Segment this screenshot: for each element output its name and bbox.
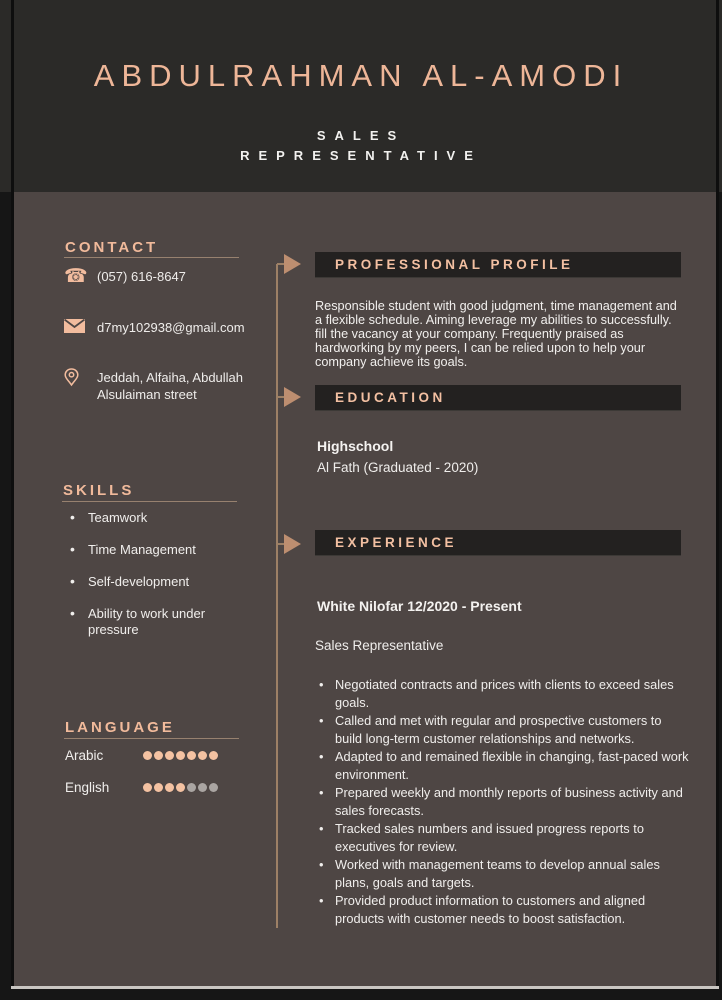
contact-heading: CONTACT <box>65 239 159 256</box>
education-school: Highschool <box>317 438 394 454</box>
level-dot-empty <box>198 783 207 792</box>
experience-bullet: • Worked with management teams to develop annual sales plans, goals and targets. <box>317 856 689 892</box>
contact-location-row <box>64 368 249 403</box>
section-bar-profile <box>315 252 681 278</box>
section-bar-experience <box>315 530 681 556</box>
contact-phone-row <box>64 267 186 286</box>
profile-heading: PROFESSIONAL PROFILE <box>335 257 574 272</box>
level-dot-empty <box>187 783 196 792</box>
job-title-line2: REPRESENTATIVE <box>240 148 482 163</box>
experience-bullet: • Provided product information to customers and aligned products with customer needs to boost satisfaction. <box>317 892 689 928</box>
level-dot-filled <box>187 751 196 760</box>
level-dot-filled <box>165 783 174 792</box>
contact-email-row <box>64 318 245 337</box>
email-icon <box>64 318 97 337</box>
experience-role: Sales Representative <box>315 638 444 653</box>
experience-bullet: • Negotiated contracts and prices with clients to exceed sales goals. <box>317 676 689 712</box>
arrow-right-icon <box>284 254 301 274</box>
arrow-right-icon <box>284 534 301 554</box>
section-bar-education <box>315 385 681 411</box>
experience-bullet-list <box>317 676 689 928</box>
skill-item: • Teamwork <box>68 510 223 526</box>
level-dot-filled <box>154 751 163 760</box>
experience-bullet: • Tracked sales numbers and issued progress reports to executives for review. <box>317 820 689 856</box>
location-text: Jeddah, Alfaiha, Abdullah Alsulaiman street <box>97 370 244 402</box>
phone-icon: ☎ <box>64 266 88 287</box>
education-heading: EDUCATION <box>335 390 446 405</box>
level-dot-filled <box>209 751 218 760</box>
level-dot-filled <box>143 783 152 792</box>
language-name: English <box>65 780 110 795</box>
experience-employer: White Nilofar 12/2020 - Present <box>317 598 522 614</box>
level-dot-filled <box>143 751 152 760</box>
level-dot-filled <box>176 751 185 760</box>
level-dot-filled <box>154 783 163 792</box>
person-name: ABDULRAHMAN AL-AMODI <box>93 58 629 93</box>
profile-text: Responsible student with good judgment, time management and a flexible schedule. Aiming leverage my abilities to successfully. fill the vacancy at your company. Frequently praised as hardworking by my peers, I can be relied upon to help your company achieve its goals. <box>315 299 677 369</box>
page-edge-right <box>716 0 719 989</box>
language-level-dots <box>143 783 218 792</box>
skills-heading: SKILLS <box>63 482 135 499</box>
experience-bullet: • Called and met with regular and prospective customers to build long-term customer relationships and networks. <box>317 712 689 748</box>
language-name: Arabic <box>65 748 104 763</box>
contact-divider <box>64 257 239 258</box>
job-title-line1: SALES <box>316 128 406 143</box>
language-level-dots <box>143 751 218 760</box>
page-edge-left <box>11 0 14 989</box>
level-dot-empty <box>209 783 218 792</box>
page-edge-bottom <box>11 986 719 989</box>
education-detail: Al Fath (Graduated - 2020) <box>317 460 479 475</box>
experience-bullet: • Prepared weekly and monthly reports of business activity and sales forecasts. <box>317 784 689 820</box>
level-dot-filled <box>198 751 207 760</box>
language-row <box>65 780 240 795</box>
experience-heading: EXPERIENCE <box>335 535 458 550</box>
language-divider <box>64 738 239 739</box>
level-dot-filled <box>176 783 185 792</box>
language-list <box>65 748 240 812</box>
job-title <box>0 126 722 166</box>
language-heading: LANGUAGE <box>65 719 175 736</box>
skill-item: • Time Management <box>68 542 223 558</box>
skill-item: • Ability to work under pressure <box>68 606 223 638</box>
skill-item: • Self-development <box>68 574 223 590</box>
language-row <box>65 748 240 763</box>
email-address: d7my102938@gmail.com <box>97 320 245 335</box>
arrow-right-icon <box>284 387 301 407</box>
skills-list <box>68 510 228 654</box>
timeline-line <box>276 264 278 928</box>
level-dot-filled <box>165 751 174 760</box>
phone-number: (057) 616-8647 <box>97 269 186 284</box>
experience-bullet: • Adapted to and remained flexible in changing, fast-paced work environment. <box>317 748 689 784</box>
skills-divider <box>62 501 237 502</box>
location-icon <box>64 368 97 393</box>
